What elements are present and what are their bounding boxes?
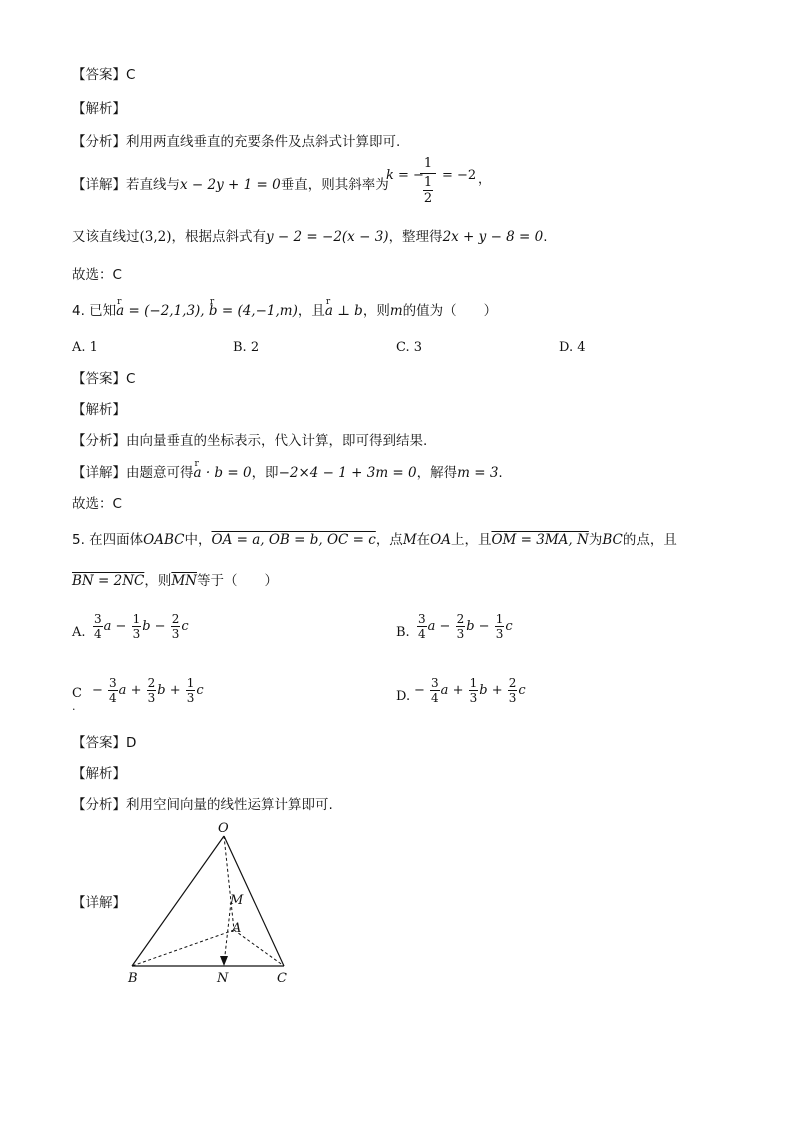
xiangjie-text-3: ，解得 (416, 465, 458, 481)
line2-text-3: ，整理得 (388, 229, 443, 245)
m-value: m = 3 (457, 465, 499, 481)
slope-rhs: = −2 (442, 168, 477, 183)
label-a: A (232, 921, 242, 936)
q5-stem-text-7: 的点，且 (622, 532, 677, 548)
q3-choose: 故选：C (72, 267, 122, 283)
q4-stem-text-4: 的值为（ ） (402, 303, 498, 319)
fenxi-tag: 【分析】 (72, 134, 126, 150)
xiangjie-tag: 【详解】 (72, 465, 126, 481)
q5-option-d-label: D. (396, 689, 411, 704)
q5-option-c-dot: . (72, 700, 76, 713)
q4-stem-text-2: ，且 (297, 303, 325, 319)
tetrahedron-name: OABC (143, 532, 185, 548)
vec-a-def: r a = (−2,1,3), (116, 302, 204, 320)
xiangjie-text: 由题意可得 (126, 465, 194, 481)
q5-option-b-label: B. (396, 625, 410, 640)
q5-stem-text-2: 中， (184, 532, 212, 548)
point: (3,2) (139, 229, 172, 245)
frac: $\frac{3}{4}$ (94, 612, 102, 641)
q5-option-c-expr: − $\frac{3}{4}$ a + $\frac{2}{3}$ b + $\frac{1}{3}$ c (92, 676, 204, 705)
om-condition: OM = 3MA, N (491, 532, 589, 548)
var-m: m (389, 303, 403, 319)
tetrahedron-figure (120, 818, 310, 988)
q4-choose: 故选：C (72, 496, 122, 512)
fenxi-text: 由向量垂直的坐标表示，代入计算，即可得到结果. (126, 433, 428, 449)
line-equation: x − 2y + 1 = 0 (180, 177, 281, 193)
frac: $\frac{1}{3}$ (186, 676, 195, 705)
line2-text-2: ，根据点斜式有 (171, 229, 267, 245)
slope-inner-num: 1 (423, 175, 433, 190)
frac: $\frac{1}{3}$ (495, 612, 504, 641)
q4-fenxi-line (72, 432, 427, 450)
q3-line2 (72, 228, 548, 246)
q5-stem-line2 (72, 572, 278, 590)
answer-tag: 【答案】 (72, 371, 126, 387)
fenxi-tag: 【分析】 (72, 797, 126, 813)
frac: $\frac{3}{4}$ (109, 676, 117, 705)
segment-oa: OA (430, 532, 451, 548)
xiangjie-end: . (498, 465, 503, 481)
frac: $\frac{3}{4}$ (431, 676, 439, 705)
xiangjie-text-2: ，即 (251, 465, 279, 481)
q4-option-c: C. 3 (396, 340, 423, 355)
q5-stem-line1 (72, 531, 677, 549)
arrowhead-n (220, 956, 228, 966)
q5-stem-text-3: ，点 (375, 532, 403, 548)
frac: $\frac{2}{3}$ (171, 612, 180, 641)
q5-stem-text-4: 在 (416, 532, 431, 548)
answer-value: C (126, 67, 136, 83)
q3-answer-line (72, 66, 135, 84)
line2-end: . (543, 229, 548, 245)
calc-eq: −2×4 − 1 + 3m = 0 (278, 465, 417, 481)
fenxi-tag: 【分析】 (72, 433, 126, 449)
edge-ab (132, 930, 234, 966)
basis-vectors: OA = a, OB = b, OC = c (211, 532, 376, 548)
q5-stem-text: 5. 在四面体 (72, 532, 144, 548)
q5-stem-text-9: 等于（ ） (197, 573, 278, 589)
q3-fenxi-line (72, 133, 400, 151)
answer-value: C (126, 371, 136, 387)
q5-xiangjie-tag: 【详解】 (72, 895, 126, 911)
q5-jiexi: 【解析】 (72, 766, 126, 782)
answer-tag: 【答案】 (72, 67, 126, 83)
answer-value: D (126, 735, 137, 751)
slope-lhs: k = − (386, 168, 424, 183)
frac: $\frac{3}{4}$ (418, 612, 426, 641)
dot-product-eq: r a · b = 0 (194, 464, 252, 482)
xiangjie-tag: 【详解】 (72, 177, 126, 193)
q5-stem-text-5: 上，且 (450, 532, 492, 548)
answer-tag: 【答案】 (72, 735, 126, 751)
fenxi-text: 利用两直线垂直的充要条件及点斜式计算即可. (126, 134, 401, 150)
xiangjie-text: 若直线与 (126, 177, 180, 193)
q5-option-b-expr: $\frac{3}{4}$ a − $\frac{2}{3}$ b − $\frac{1}{3}$ c (418, 612, 513, 641)
perp-condition: r a ⊥ b (325, 302, 363, 320)
line2-text: 又该直线过 (72, 229, 140, 245)
slope-bar (420, 173, 436, 174)
vec-b-def: r b = (4,−1,m) (209, 302, 298, 320)
frac: $\frac{2}{3}$ (147, 676, 156, 705)
xiangjie-text-2: 垂直，则其斜率为 (280, 177, 389, 193)
bn-condition: BN = 2NC (72, 573, 145, 589)
frac: $\frac{1}{3}$ (132, 612, 141, 641)
label-c: C (277, 971, 287, 986)
segment-mn (224, 902, 231, 964)
q4-option-d: D. 4 (559, 340, 586, 355)
q5-fenxi-line (72, 796, 333, 814)
q4-stem-text-3: ，则 (362, 303, 390, 319)
fenxi-text: 利用空间向量的线性运算计算即可. (126, 797, 333, 813)
q4-option-b: B. 2 (233, 340, 260, 355)
q5-stem-text-8: ，则 (144, 573, 172, 589)
q4-option-a: A. 1 (72, 340, 98, 355)
q5-option-c-label: C (72, 686, 82, 701)
vector-mn: $\overline{MN}$ (171, 573, 197, 589)
edge-ob (132, 836, 224, 966)
q5-option-a-expr: $\frac{3}{4}$ a − $\frac{1}{3}$ b − $\frac{2}{3}$ c (94, 612, 189, 641)
point-m: M (402, 532, 417, 548)
q4-jiexi: 【解析】 (72, 402, 126, 418)
slope-end: ， (478, 172, 492, 187)
q4-stem-text: 4. 已知 (72, 303, 117, 319)
edge-oa (224, 836, 234, 930)
segment-bc: BC (602, 532, 623, 548)
q5-stem-text-6: 为 (588, 532, 603, 548)
slope-inner-den: 2 (423, 191, 433, 206)
q5-answer-line (72, 734, 136, 752)
q4-xiangjie-line (72, 464, 503, 482)
label-o: O (218, 821, 229, 836)
q4-answer-line (72, 370, 135, 388)
slope-num: 1 (423, 156, 433, 171)
q3-xiangjie-line (72, 176, 389, 194)
label-b: B (128, 971, 138, 986)
label-n: N (217, 971, 229, 986)
point-slope-eq: y − 2 = −2(x − 3) (266, 229, 389, 245)
label-m: M (230, 893, 244, 908)
frac: $\frac{2}{3}$ (508, 676, 517, 705)
frac: $\frac{1}{3}$ (469, 676, 478, 705)
result-eq: 2x + y − 8 = 0 (442, 229, 544, 245)
q4-stem (72, 302, 497, 320)
q5-option-a-label: A. (72, 625, 86, 640)
frac: $\frac{2}{3}$ (456, 612, 465, 641)
q5-option-d-expr: − $\frac{3}{4}$ a + $\frac{1}{3}$ b + $\frac{2}{3}$ c (414, 676, 526, 705)
q3-jiexi: 【解析】 (72, 101, 126, 117)
edge-ac (234, 930, 284, 966)
slope-compound-fraction (420, 156, 436, 207)
